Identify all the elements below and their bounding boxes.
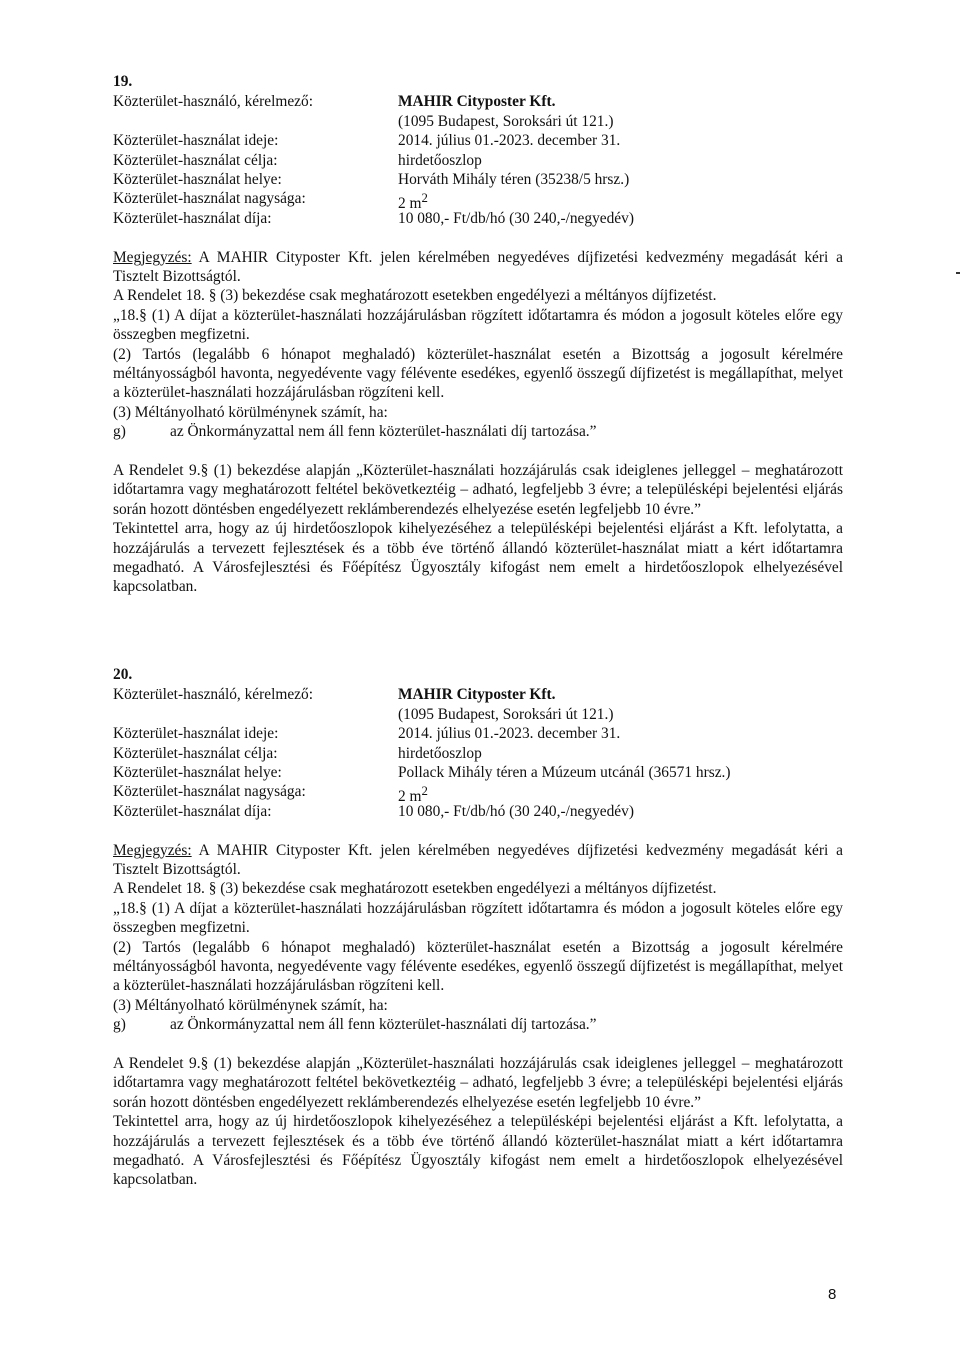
field-row	[113, 131, 843, 150]
note-text: A MAHIR Cityposter Kft. jelen kérelmében negyedéves díjfizetési kedvezmény megadását kéri a Tisztelt Bizottságtól.	[113, 841, 843, 878]
note-label: Megjegyzés:	[113, 841, 192, 859]
usage-size-value: 2 m	[398, 788, 422, 806]
rule18-paragraph-1: „18.§ (1) A díjat a közterület-használati hozzájárulásban rögzített időtartamra és módon a jogosult köteles előre egy összegben megfizetni.	[113, 899, 843, 937]
field-row	[113, 209, 843, 228]
applicant-name: MAHIR Cityposter Kft.	[398, 93, 556, 111]
rule18-paragraph-3: (3) Méltányolható körülménynek számít, ha:	[113, 403, 388, 421]
field-label: Közterület-használat díja:	[113, 209, 272, 227]
usage-period: 2014. július 01.-2023. december 31.	[398, 725, 621, 743]
usage-size-value: 2 m	[398, 195, 422, 213]
applicant-name: MAHIR Cityposter Kft.	[398, 686, 556, 704]
field-label: Közterület-használat helye:	[113, 170, 282, 188]
point-label: g)	[113, 423, 126, 441]
rule9-paragraph: A Rendelet 9.§ (1) bekezdése alapján „Közterület-használati hozzájárulás csak ideiglenes jelleggel – meghatározott időtartamra vagy meghatározott feltétel bekövetkeztéig – adható, legfeljebb 3 évre; a településképi bejelentési eljárás során hozott döntésben engedélyezett reklámberendezés elhelyezése esetén legfeljebb 10 évre.”	[113, 461, 843, 518]
field-label: Közterület-használat ideje:	[113, 132, 279, 150]
usage-location: Horváth Mihály téren (35238/5 hrsz.)	[398, 170, 630, 188]
scan-edge-mark	[956, 272, 960, 274]
point-label: g)	[113, 1016, 126, 1034]
field-row	[113, 802, 843, 821]
section-20	[113, 665, 843, 1190]
usage-period: 2014. július 01.-2023. december 31.	[398, 132, 621, 150]
field-row	[113, 705, 843, 724]
field-row	[113, 92, 843, 111]
field-label: Közterület-használat célja:	[113, 744, 278, 762]
usage-size-exponent: 2	[421, 784, 428, 799]
rule18-paragraph-3: (3) Méltányolható körülménynek számít, ha:	[113, 996, 388, 1014]
field-row	[113, 151, 843, 170]
applicant-address: (1095 Budapest, Soroksári út 121.)	[398, 112, 614, 130]
field-label: Közterület-használó, kérelmező:	[113, 686, 313, 704]
note-paragraph	[113, 841, 843, 880]
field-row	[113, 170, 843, 189]
usage-purpose: hirdetőoszlop	[398, 151, 482, 169]
field-label: Közterület-használat célja:	[113, 151, 278, 169]
field-label: Közterület-használat nagysága:	[113, 783, 306, 801]
rule18-reference: A Rendelet 18. § (3) bekezdése csak meghatározott esetekben engedélyezi a méltányos díjfizetést.	[113, 880, 717, 898]
field-row	[113, 685, 843, 704]
rule18-paragraph-1: „18.§ (1) A díjat a közterület-használati hozzájárulásban rögzített időtartamra és módon a jogosult köteles előre egy összegben megfizetni.	[113, 306, 843, 344]
field-row	[113, 782, 843, 806]
rule18-paragraph-2: (2) Tartós (legalább 6 hónapot meghaladó) közterület-használat esetén a Bizottság a jogosult kérelmére méltányosságból havonta, negyedévente vagy félévente esedékes, egyenlő összegű díjfizetést is megállapíthat, melyet a közterület-használati hozzájárulásban rögzíteni kell.	[113, 938, 843, 995]
usage-location: Pollack Mihály téren a Múzeum utcánál (36571 hrsz.)	[398, 763, 731, 781]
note-text: A MAHIR Cityposter Kft. jelen kérelmében negyedéves díjfizetési kedvezmény megadását kéri a Tisztelt Bizottságtól.	[113, 248, 843, 285]
field-label: Közterület-használat ideje:	[113, 725, 279, 743]
field-label: Közterület-használat nagysága:	[113, 190, 306, 208]
field-label: Közterület-használó, kérelmező:	[113, 93, 313, 111]
rule9-paragraph: A Rendelet 9.§ (1) bekezdése alapján „Közterület-használati hozzájárulás csak ideiglenes jelleggel – meghatározott időtartamra vagy meghatározott feltétel bekövetkeztéig – adható, legfeljebb 3 évre; a településképi bejelentési eljárás során hozott döntésben engedélyezett reklámberendezés elhelyezése esetén legfeljebb 10 évre.”	[113, 1054, 843, 1111]
point-text: az Önkormányzattal nem áll fenn közterület-használati díj tartozása.”	[170, 1016, 597, 1034]
field-row	[113, 763, 843, 782]
field-label: Közterület-használat helye:	[113, 763, 282, 781]
applicant-address: (1095 Budapest, Soroksári út 121.)	[398, 705, 614, 723]
section-19	[113, 72, 843, 597]
rule18-paragraph-2: (2) Tartós (legalább 6 hónapot meghaladó) közterület-használat esetén a Bizottság a jogosult kérelmére méltányosságból havonta, negyedévente vagy félévente esedékes, egyenlő összegű díjfizetést is megállapíthat, melyet a közterület-használati hozzájárulásban rögzíteni kell.	[113, 345, 843, 402]
section-number: 20.	[113, 666, 133, 683]
field-label: Közterület-használat díja:	[113, 802, 272, 820]
conclusion-paragraph: Tekintettel arra, hogy az új hirdetőoszlopok kihelyezéséhez a településképi bejelentési eljárást a Kft. lefolytatta, a hozzájárulás a tervezett fejlesztések és a több éve történő állandó közterület-használat miatt a kért időtartamra megadható. A Városfejlesztési és Főépítész Ügyosztály kifogást nem emelt a hirdetőoszlopok elhelyezésével kapcsolatban.	[113, 520, 843, 596]
usage-fee: 10 080,- Ft/db/hó (30 240,-/negyedév)	[398, 802, 634, 820]
section-number: 19.	[113, 73, 133, 90]
page-number: 8	[828, 1286, 837, 1303]
usage-fee: 10 080,- Ft/db/hó (30 240,-/negyedév)	[398, 209, 634, 227]
rule18-reference: A Rendelet 18. § (3) bekezdése csak meghatározott esetekben engedélyezi a méltányos díjfizetést.	[113, 287, 717, 305]
conclusion-paragraph: Tekintettel arra, hogy az új hirdetőoszlopok kihelyezéséhez a településképi bejelentési eljárást a Kft. lefolytatta, a hozzájárulás a tervezett fejlesztések és a több éve történő állandó közterület-használat miatt a kért időtartamra megadható. A Városfejlesztési és Főépítész Ügyosztály kifogást nem emelt a hirdetőoszlopok elhelyezésével kapcsolatban.	[113, 1113, 843, 1189]
field-row	[113, 744, 843, 763]
usage-purpose: hirdetőoszlop	[398, 744, 482, 762]
field-row	[113, 189, 843, 213]
rule18-point-g	[113, 422, 843, 441]
field-row	[113, 724, 843, 743]
point-text: az Önkormányzattal nem áll fenn közterület-használati díj tartozása.”	[170, 423, 597, 441]
note-paragraph	[113, 248, 843, 287]
note-label: Megjegyzés:	[113, 248, 192, 266]
rule18-point-g	[113, 1015, 843, 1034]
field-row	[113, 112, 843, 131]
usage-size-exponent: 2	[421, 191, 428, 206]
